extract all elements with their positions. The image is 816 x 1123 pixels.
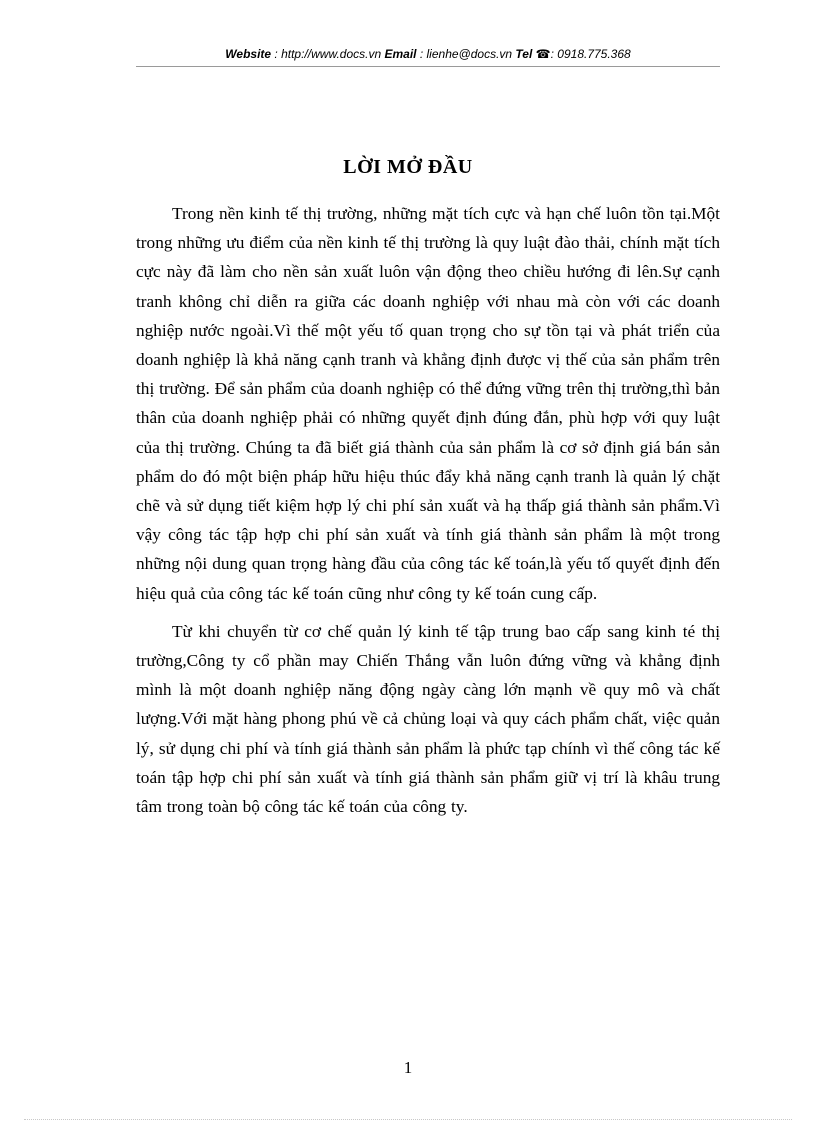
phone-icon: ☎: [535, 47, 551, 61]
paragraph: Từ khi chuyển từ cơ chế quản lý kinh tế tập trung bao cấp sang kinh té thị trường,Công ty cổ phần may Chiến Thắng vẫn luôn đứng vững và khẳng định mình là một doanh nghiệp năng động ngày càng lớn mạnh về quy mô và chất lượng.Với mặt hàng phong phú về cả chủng loại và quy cách phẩm chất, việc quản lý, sử dụng chi phí và tính giá thành sản phẩm là phức tạp chính vì thế công tác kế toán tập hợp chi phí sản xuất và tính giá thành sản phẩm giữ vị trí là khâu trung tâm trong toàn bộ công tác kế toán của công ty.: [136, 621, 720, 817]
website-label: Website: [225, 47, 272, 61]
email-label: Email: [384, 47, 417, 61]
tel-label: Tel: [515, 47, 533, 61]
tel-number: : 0918.775.368: [550, 47, 631, 61]
page-header: [136, 47, 720, 61]
email-link[interactable]: : lienhe@docs.vn: [419, 47, 513, 61]
header-divider: [136, 66, 720, 67]
page-number: 1: [403, 1058, 413, 1077]
page-title: LỜI MỞ ĐẦU: [343, 156, 473, 178]
footer-divider: [24, 1119, 792, 1120]
paragraph: Trong nền kinh tế thị trường, những mặt tích cực và hạn chế luôn tồn tại.Một trong những ưu điểm của nền kinh tế thị trường là quy luật đào thải, chính mặt tích cực này đã làm cho nền sản xuất luôn vận động theo chiều hướng đi lên.Sự cạnh tranh không chỉ diễn ra giữa các doanh nghiệp với nhau mà còn với các doanh nghiệp nước ngoài.Vì thế một yếu tố quan trọng cho sự tồn tại và phát triển của doanh nghiệp là khả năng cạnh tranh và khẳng định được vị thế của sản phẩm trên thị trường. Để sản phẩm của doanh nghiệp có thể đứng vững trên thị trường,thì bản thân của doanh nghiệp phải có những quyết định đúng đắn, phù hợp với quy luật của thị trường. Chúng ta đã biết giá thành của sản phẩm là cơ sở định giá bán sản phẩm do đó một biện pháp hữu hiệu thúc đẩy khả năng cạnh tranh là quản lý chặt chẽ và sử dụng tiết kiệm hợp lý chi phí sản xuất và hạ thấp giá thành sản phẩm.Vì vậy công tác tập hợp chi phí sản xuất và tính giá thành sản phẩm là một trong những nội dung quan trọng hàng đầu của công tác kế toán,là yếu tố quyết định đến hiệu quả của công tác kế toán cũng như công ty kế toán cung cấp.: [136, 204, 720, 603]
document-body: [136, 199, 720, 821]
website-link[interactable]: : http://www.docs.vn: [274, 47, 382, 61]
